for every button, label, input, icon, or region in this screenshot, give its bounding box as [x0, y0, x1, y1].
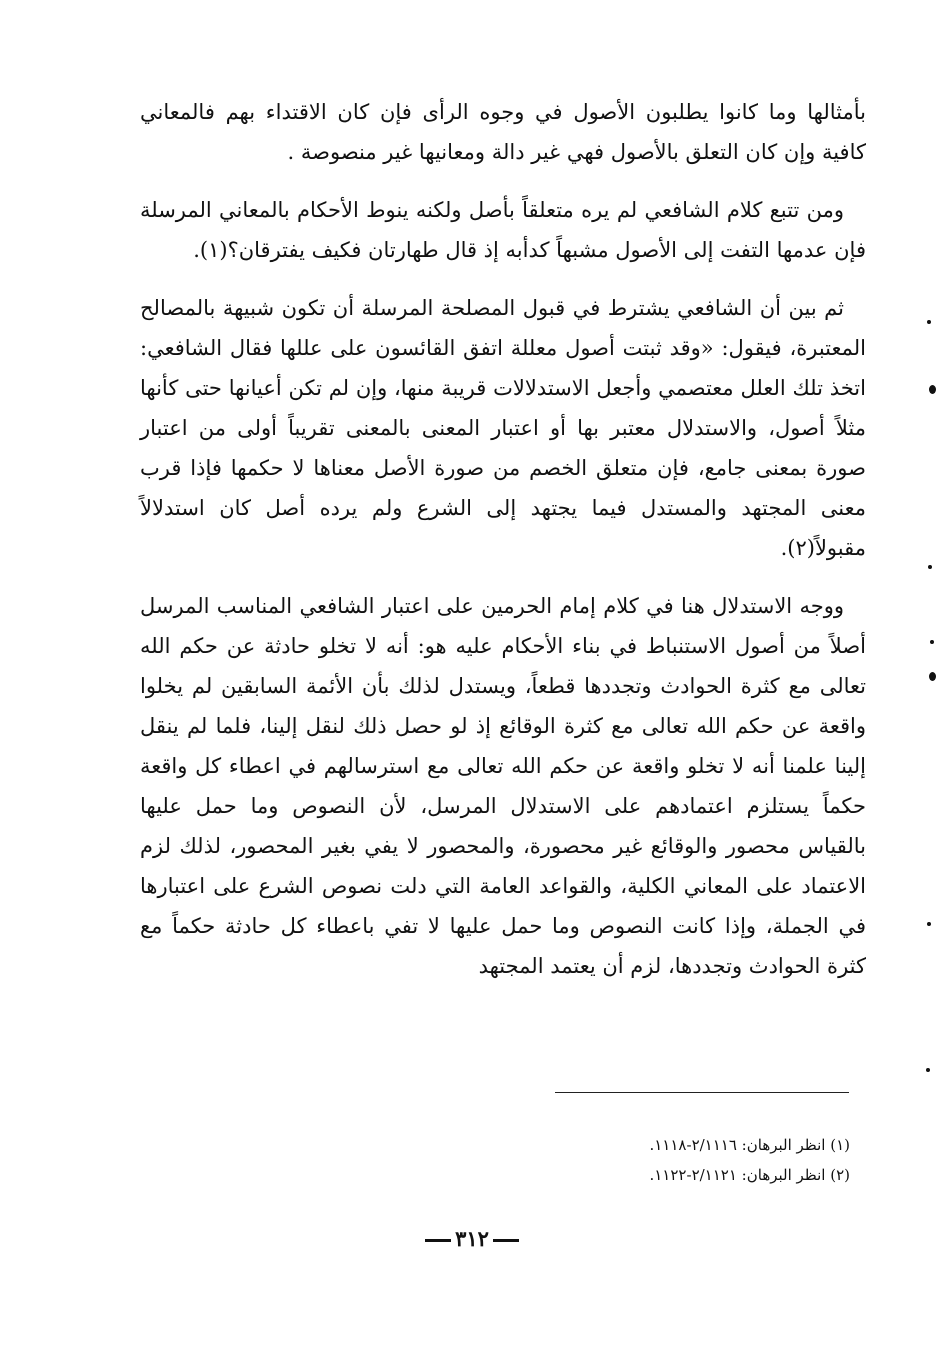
paragraph-3	[140, 288, 866, 568]
scan-speck	[926, 1068, 930, 1072]
page-number	[372, 1226, 572, 1251]
paragraph-2-text: ومن تتبع كلام الشافعي لم يره متعلقاً بأصل ولكنه ينوط الأحكام بالمعاني المرسلة فإن عدمها التفت إلى الأصول مشبهاً كدأبه إذ قال طهارتان فكيف يفترقان؟(١).	[140, 198, 866, 262]
paragraph-1-text: بأمثالها وما كانوا يطلبون الأصول في وجوه الرأى فإن كان الاقتداء بهم فالمعاني كافية وإن كان التعلق بالأصول فهي غير دالة ومعانيها غير منصوصة .	[140, 100, 866, 164]
paragraph-4	[140, 586, 866, 986]
paragraph-2	[140, 190, 866, 270]
footnote-separator	[555, 1092, 849, 1093]
page-number-dash-right	[493, 1239, 519, 1242]
scan-speck	[929, 672, 936, 681]
page-number-dash-left	[425, 1239, 451, 1242]
scan-speck	[927, 320, 931, 324]
main-text	[140, 92, 866, 1004]
footnotes	[480, 1130, 850, 1190]
scan-speck	[929, 385, 936, 394]
page-number-value: ٣١٢	[455, 1226, 489, 1251]
footnote-1: (١) انظر البرهان: ٢/١١١٦-١١١٨.	[649, 1136, 850, 1154]
scan-speck	[927, 922, 931, 926]
paragraph-4-text: ووجه الاستدلال هنا في كلام إمام الحرمين على اعتبار الشافعي المناسب المرسل أصلاً من أصول الاستنباط في بناء الأحكام عليه هو: أنه لا تخلو حادثة عن حكم الله تعالى مع كثرة الحوادث وتجددها قطعاً، ويستدل لذلك بأن الأئمة السابقين لم يخلوا واقعة عن حكم الله تعالى مع كثرة الوقائع إذ لو حصل ذلك لنقل إلينا، فلما لم ينقل إلينا علمنا أنه لا تخلو واقعة عن حكم الله تعالى مع استرسالهم في اعطاء كل واقعة حكماً يستلزم اعتمادهم على الاستدلال المرسل، لأن النصوص وما حمل عليها بالقياس محصور والوقائع غير محصورة، والمحصور لا يفي بغير المحصور، لذلك لزم الاعتماد على المعاني الكلية، والقواعد العامة التي دلت نصوص الشرع على اعتبارها في الجملة، وإذا كانت النصوص وما حمل عليها لا تفي باعطاء كل حادثة حكماً مع كثرة الحوادث وتجددها، لزم أن يعتمد المجتهد	[140, 594, 866, 978]
scan-speck	[930, 640, 934, 644]
paragraph-3-text: ثم بين أن الشافعي يشترط في قبول المصلحة المرسلة أن تكون شبيهة بالمصالح المعتبرة، فيقول: «وقد ثبتت أصول معللة اتفق القائسون على عللها فقال الشافعي: اتخذ تلك العلل معتصمي وأجعل الاستدلالات قريبة منها، وإن لم تكن أعيانها حتى كأنها مثلاً أصول، والاستدلال معتبر بها أو اعتبار المعنى بالمعنى تقريباً أولى من اعتبار صورة بمعنى جامع، فإن متعلق الخصم من صورة الأصل معناها لا حكمها فإذا قرب معنى المجتهد والمستدل فيما يجتهد إلى الشرع ولم يرده أصل كان استدلالاً مقبولاً(٢).	[140, 296, 866, 560]
paragraph-1	[140, 92, 866, 172]
footnote-2: (٢) انظر البرهان: ٢/١١٢١-١١٢٢.	[649, 1166, 850, 1184]
scan-speck	[928, 565, 932, 569]
